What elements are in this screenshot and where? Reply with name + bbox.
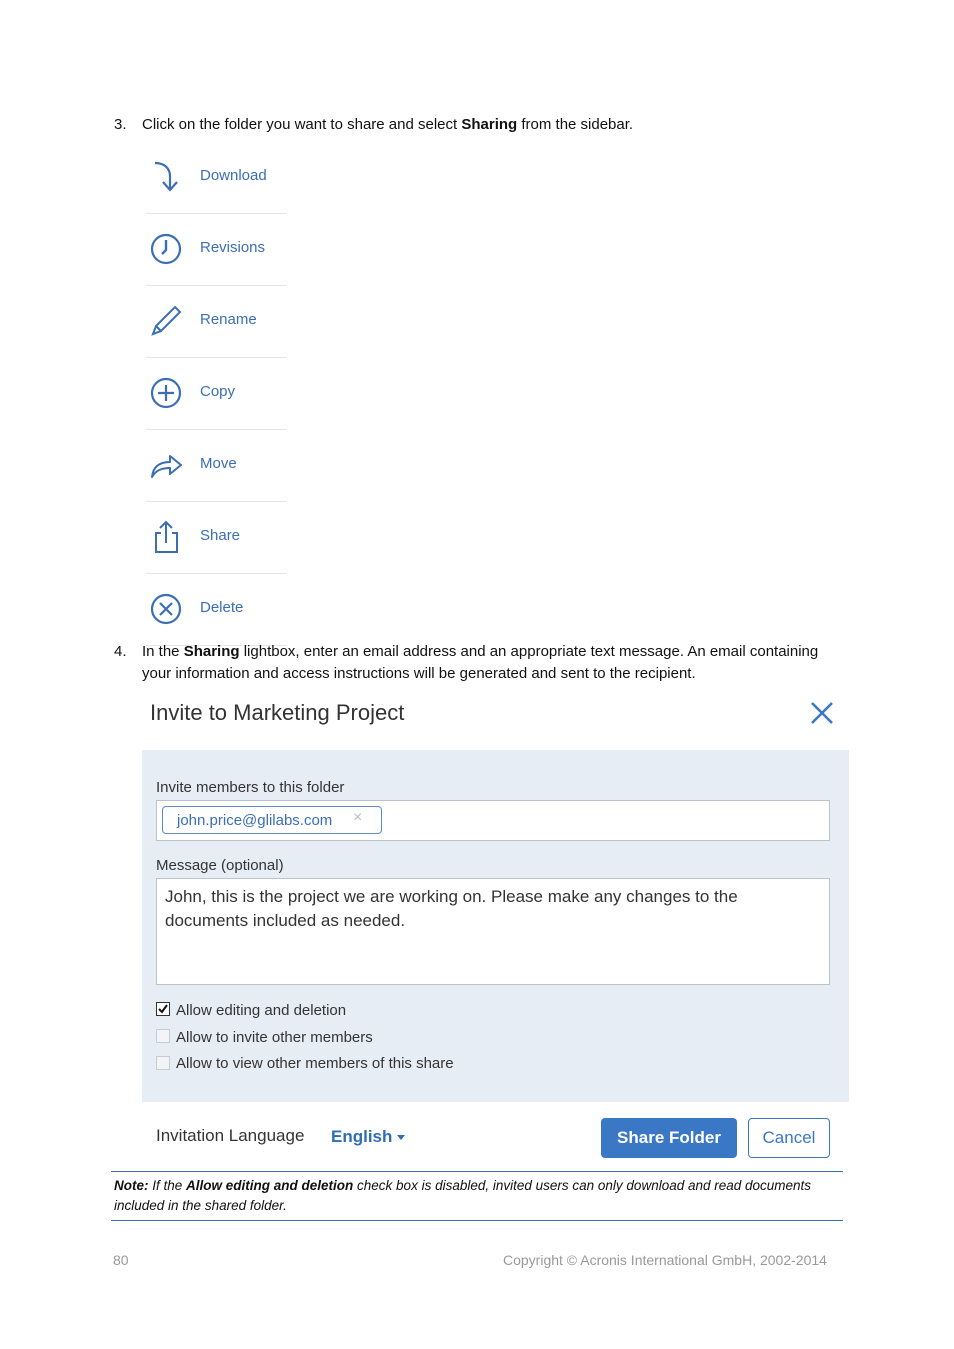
sidebar-item-copy[interactable] xyxy=(146,358,287,430)
sidebar-item-delete[interactable] xyxy=(146,574,287,646)
sidebar-item-label: Delete xyxy=(200,599,244,616)
share-folder-button[interactable]: Share Folder xyxy=(601,1118,737,1158)
dialog-panel xyxy=(142,750,849,1102)
pencil-icon xyxy=(148,303,184,339)
dialog-title: Invite to Marketing Project xyxy=(150,700,405,725)
chevron-down-icon xyxy=(397,1135,405,1140)
step-number: 3. xyxy=(114,116,127,133)
invite-label: Invite members to this folder xyxy=(156,779,345,796)
allow-invite-label: Allow to invite other members xyxy=(176,1029,373,1046)
allow-editing-label: Allow editing and deletion xyxy=(176,1002,347,1019)
language-value: English xyxy=(331,1127,393,1146)
sidebar-item-label: Download xyxy=(200,167,267,184)
note-box xyxy=(111,1171,843,1221)
forward-arrow-icon xyxy=(148,447,184,483)
allow-view-members-label: Allow to view other members of this share xyxy=(176,1055,454,1072)
language-dropdown[interactable] xyxy=(331,1127,405,1147)
close-icon[interactable] xyxy=(808,699,836,727)
sidebar-item-label: Rename xyxy=(200,311,257,328)
x-circle-icon xyxy=(148,591,184,627)
share-icon xyxy=(148,519,184,555)
invitee-email: john.price@glilabs.com xyxy=(177,812,333,829)
sidebar-item-label: Revisions xyxy=(200,239,266,256)
message-text: John, this is the project we are working on. Please make any changes to the documents included as needed. xyxy=(165,887,738,930)
invitee-token xyxy=(162,806,382,834)
sidebar-item-share[interactable] xyxy=(146,502,287,574)
clock-icon xyxy=(148,231,184,267)
remove-token-icon[interactable]: × xyxy=(353,809,363,826)
page-number: 80 xyxy=(113,1252,129,1268)
allow-invite-checkbox[interactable] xyxy=(156,1029,170,1043)
sidebar-item-label: Copy xyxy=(200,383,236,400)
language-label: Invitation Language xyxy=(156,1126,305,1145)
step-number: 4. xyxy=(114,643,127,660)
copyright: Copyright © Acronis International GmbH, 2002-2014 xyxy=(503,1252,827,1268)
allow-editing-checkbox[interactable] xyxy=(156,1002,170,1016)
sidebar-item-revisions[interactable] xyxy=(146,214,287,286)
invite-input[interactable] xyxy=(156,800,830,841)
sidebar-item-label: Move xyxy=(200,455,237,472)
checkmark-icon xyxy=(157,1003,169,1015)
actions-sidebar xyxy=(146,142,287,646)
cancel-button[interactable]: Cancel xyxy=(748,1118,830,1158)
download-icon xyxy=(148,159,184,195)
message-label: Message (optional) xyxy=(156,857,284,874)
step-text: Click on the folder you want to share and select Sharing from the sidebar. xyxy=(142,116,634,133)
sidebar-item-rename[interactable] xyxy=(146,286,287,358)
plus-circle-icon xyxy=(148,375,184,411)
allow-view-members-checkbox[interactable] xyxy=(156,1056,170,1070)
step-text: In the Sharing lightbox, enter an email address and an appropriate text message. An email containing your information and access instructions will be generated and sent to the recipient. xyxy=(142,643,819,682)
message-textarea[interactable] xyxy=(156,878,830,985)
sidebar-item-move[interactable] xyxy=(146,430,287,502)
sidebar-item-label: Share xyxy=(200,527,241,544)
sidebar-item-download[interactable] xyxy=(146,142,287,214)
note-text: Note: If the Allow editing and deletion check box is disabled, invited users can only download and read documents included in the shared folder. xyxy=(114,1178,812,1213)
